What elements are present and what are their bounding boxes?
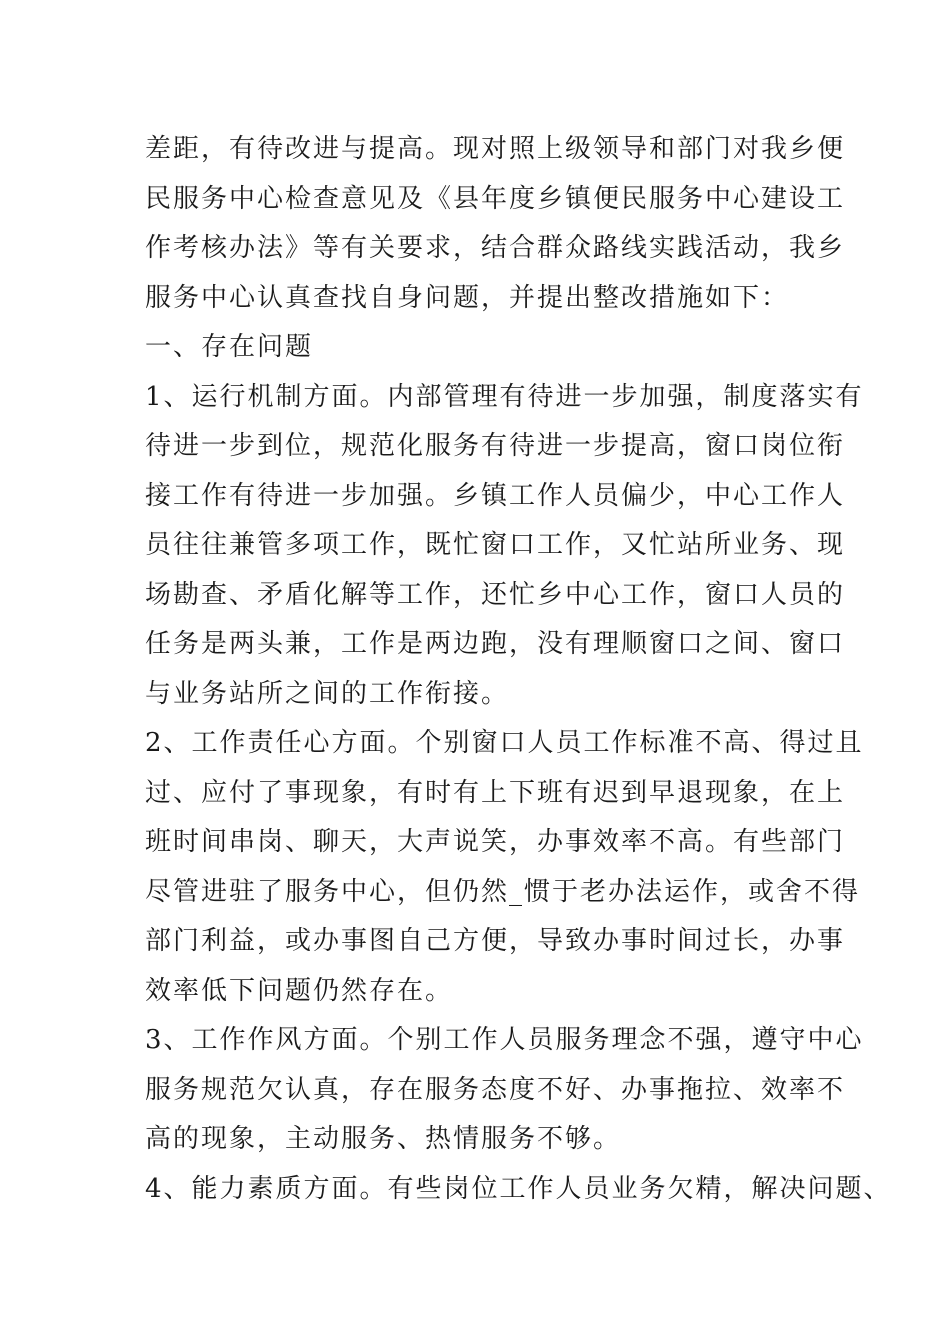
- text-line: 员往往兼管多项工作，既忙窗口工作，又忙站所业务、现: [145, 530, 846, 560]
- text-line: 任务是两头兼，工作是两边跑，没有理顺窗口之间、窗口: [145, 629, 846, 659]
- text-line: 接工作有待进一步加强。乡镇工作人员偏少，中心工作人: [145, 480, 846, 511]
- text-line: 2、工作责任心方面。个别窗口人员工作标准不高、得过且: [145, 728, 864, 758]
- text-line: 部门利益，或办事图自己方便，导致办事时间过长，办事: [145, 926, 846, 956]
- text-line: 过、应付了事现象，有时有上下班有迟到早退现象，在上: [145, 777, 846, 808]
- text-line: 尽管进驻了服务中心，但仍然_惯于老办法运作，或舍不得: [145, 876, 861, 907]
- text-line: 差距，有待改进与提高。现对照上级领导和部门对我乡便: [145, 134, 846, 164]
- text-line: 服务中心认真查找自身问题，并提出整改措施如下：: [145, 282, 790, 313]
- text-line: 待进一步到位，规范化服务有待进一步提高，窗口岗位衔: [145, 431, 846, 461]
- text-line: 场勘查、矛盾化解等工作，还忙乡中心工作，窗口人员的: [145, 579, 846, 610]
- text-line: 效率低下问题仍然存在。: [145, 975, 454, 1006]
- text-line: 民服务中心检查意见及《县年度乡镇便民服务中心建设工: [145, 183, 846, 214]
- text-line: 作考核办法》等有关要求，结合群众路线实践活动，我乡: [145, 233, 846, 263]
- text-line: 1、运行机制方面。内部管理有待进一步加强，制度落实有: [145, 381, 864, 412]
- text-line: 4、能力素质方面。有些岗位工作人员业务欠精，解决问题、: [145, 1173, 892, 1204]
- document-body: [145, 125, 892, 1214]
- text-line: 服务规范欠认真，存在服务态度不好、办事拖拉、效率不: [145, 1074, 846, 1105]
- text-line: 与业务站所之间的工作衔接。: [145, 678, 510, 709]
- text-line: 班时间串岗、聊天，大声说笑，办事效率不高。有些部门: [145, 827, 846, 857]
- text-line: 3、工作作风方面。个别工作人员服务理念不强，遵守中心: [145, 1025, 864, 1055]
- text-line: 高的现象，主动服务、热情服务不够。: [145, 1124, 622, 1154]
- section-heading: 一、存在问题: [145, 332, 314, 362]
